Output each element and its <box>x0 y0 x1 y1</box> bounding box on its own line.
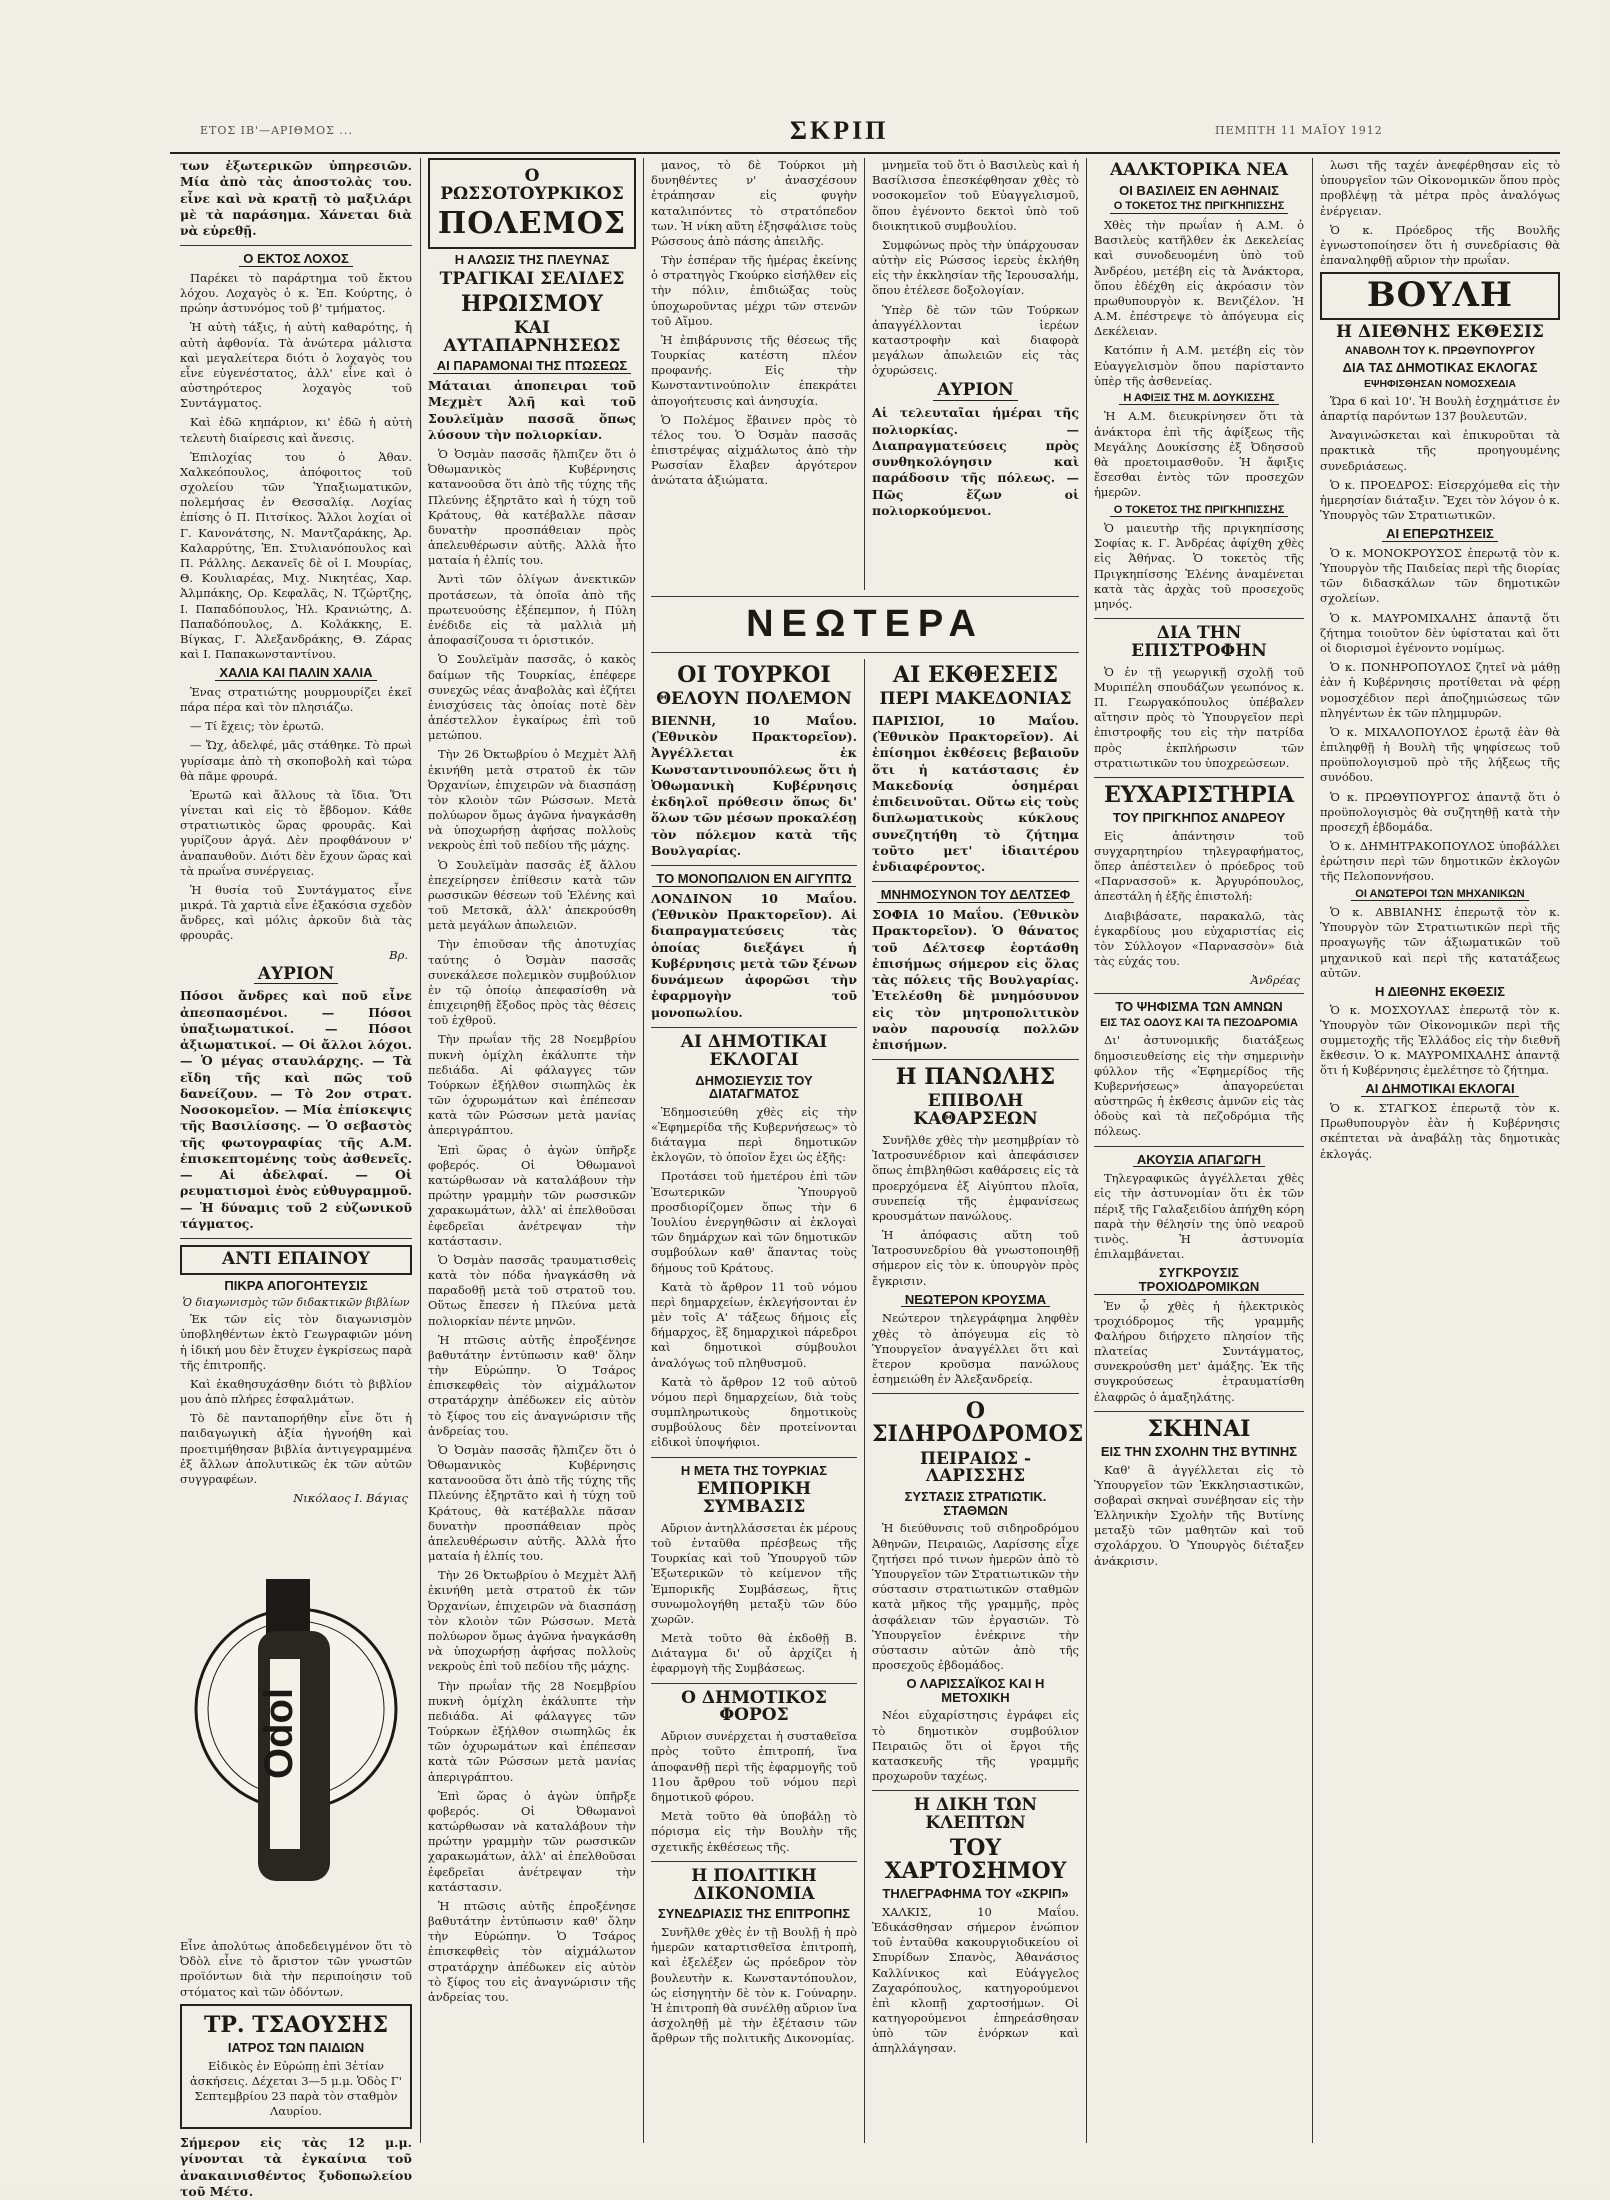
column-3-lower <box>651 660 857 2143</box>
odol-bottle-illustration <box>180 1509 412 1939</box>
paragraph: Ἐπὶ ὥρας ὁ ἀγὼν ὑπῆρξε φοβερός. Οἱ Ὀθωμανοὶ κατώρθωσαν νὰ καταλάβουν τὴν πρώτην γραμμὴν τῶν ρωσσικῶν χαρακωμάτων, ἀλλ' αἱ ἐπελθοῦσαι ἐφεδρεῖαι ἀνέτρεψαν τὴν κατάστασιν. <box>428 1142 636 1248</box>
column-4-lower <box>872 660 1084 2143</box>
divider <box>1094 1411 1304 1412</box>
heading-xartosimou: ΤΟΥ ΧΑΡΤΟΣΗΜΟΥ <box>884 1835 1067 1885</box>
paragraph: Ἡ ἐπιβάρυνσις τῆς θέσεως τῆς Τουρκίας κατέστη πλέον προφανής. Εἰς τὴν Κωνσταντινούπολιν ἐπεκράτει ἀπογοήτευσις καὶ ἀνησυχία. <box>651 332 857 408</box>
paragraph: μανος, τὸ δὲ Τούρκοι μὴ δυνηθέντες ν' ἀνασχέσουν ἐτράπησαν εἰς φυγὴν καταλιπόντες τὸ στρατόπεδον των. Ἡ νίκη αὕτη ἐξησφάλισε τοὺς Ρώσσους ἀπὸ πάσης ἀπειλῆς. <box>651 158 857 248</box>
heading-text: ΑΙ ΕΠΕΡΩΤΗΣΕΙΣ <box>1382 527 1498 542</box>
paragraph: Ὁ κ. ΜΑΥΡΟΜΙΧΑΛΗΣ ἀπαντᾷ ὅτι ζήτημα τοιοῦτον δὲν ὑφίσταται καὶ ὅτι οἱ διορισμοὶ ἐγένοντο νομίμως. <box>1320 610 1560 655</box>
paragraph: Ὁ Ὀσμὰν πασσᾶς τραυματισθεὶς κατὰ τὸν πόδα ἠναγκάσθη νὰ παραδοθῇ μετὰ τοῦ στρατοῦ του. Οὕτως ἔπεσεν ἡ Πλεύνα μετὰ πολιορκίαν πέντε μηνῶν. <box>428 1252 636 1328</box>
heading-epistrofi: ΔΙΑ ΤΗΝ ΕΠΙΣΤΡΟΦΗΝ <box>1131 623 1267 661</box>
paragraph: Ὁ Πολέμος ἔβαινεν πρὸς τὸ τέλος του. Ὁ Ὀσμὰν πασσᾶς ἐπιστρέψας αἰχμάλωτος ἀπὸ τὴν Ρωσσίαν ἔλαβεν ἀργότερον ἀνώτατα ἀξιώματα. <box>651 412 857 488</box>
heading-text: ΜΝΗΜΟΣΥΝΟΝ ΤΟΥ ΔΕΛΤΣΕΦ <box>877 888 1074 903</box>
heading-prigkipos: ΤΟΥ ΠΡΙΓΚΗΠΟΣ ΑΝΔΡΕΟΥ <box>1112 810 1286 826</box>
heading-text: ΟΙ ΑΝΩΤΕΡΟΙ ΤΩΝ ΜΗΧΑΝΙΚΩΝ <box>1351 889 1528 902</box>
doctor-name: ΤΡ. ΤΣΑΟΥΣΗΣ <box>204 2011 388 2038</box>
heading-dimosieusis: ΔΗΜΟΣΙΕΥΣΙΣ ΤΟΥ ΔΙΑΤΑΓΜΑΤΟΣ <box>695 1072 813 1102</box>
divider <box>1094 618 1304 619</box>
heading-politiki: Η ΠΟΛΙΤΙΚΗ ΔΙΚΟΝΟΜΙΑ <box>691 1865 817 1904</box>
doctor-advertisement <box>180 2004 412 2129</box>
heading-skinai: ΣΚΗΝΑΙ <box>1147 1415 1251 1442</box>
heading-text: ΤΟ ΜΟΝΟΠΩΛΙΟΝ ΕΝ ΑΙΓΥΠΤΩ <box>652 872 855 887</box>
paragraph: Ἐνας στρατιώτης μουρμουρίζει ἐκεῖ πάρα πέρα καὶ τὸν πλησιάζω. <box>180 684 412 714</box>
column-separator <box>643 158 644 2143</box>
odol-ad-text: Εἶνε ἀπολύτως ἀποδεδειγμένον ὅτι τὸ Ὀδὸλ εἶνε τὸ ἄριστον τῶν γνωστῶν προϊόντων διὰ τὴν περιποίησιν τοῦ στόματος καὶ τῶν ὀδόντων. <box>180 1939 412 1999</box>
heading-tilegrafima: ΤΗΛΕΓΡΑΦΗΜΑ ΤΟΥ «ΣΚΡΙΠ» <box>882 1886 1069 1902</box>
heading-xalia <box>180 666 412 681</box>
subheading: Ὁ διαγωνισμὸς τῶν διδακτικῶν βιβλίων <box>182 1295 410 1309</box>
paragraph: Ὁ Ὀσμὰν πασσᾶς ἤλπιζεν ὅτι ὁ Ὀθωμανικὸς Κυβέρνησις κατανοοῦσα ὅτι ἀπὸ τῆς τύχης τῆς Πλεύνης ἐξηρτᾶτο καὶ ἡ τύχη τοῦ Κράτους, θὰ κατέβαλλε πᾶσαν δυνατὴν προσπάθειαν πρὸς ἀπελευθέρωσιν αὐτῆς. Ἀλλὰ ἦτο ματαία ἡ ἐλπίς του. <box>428 447 636 568</box>
heading-monopolio <box>651 872 857 887</box>
heading-autaparniseos: ΚΑΙ ΑΥΤΑΠΑΡΝΗΣΕΩΣ <box>443 317 621 356</box>
paragraph: Νεώτερον τηλεγράφημα ληφθὲν χθὲς τὸ ἀπόγευμα εἰς τὸ Ὑπουργεῖον ἀναγγέλλει ὅτι καὶ ἕτερον κροῦσμα πανώλους ἐσημειώθη ἐν Ἀλεξανδρείᾳ. <box>872 1311 1079 1387</box>
heading-vasileis: ΟΙ ΒΑΣΙΛΕΙΣ ΕΝ ΑΘΗΝΑΙΣ <box>1119 182 1279 198</box>
heading-epivoli: ΕΠΙΒΟΛΗ ΚΑΘΑΡΣΕΩΝ <box>913 1091 1038 1130</box>
heading-neotera: ΝΕΩΤΕΡΑ <box>746 603 984 645</box>
paragraph: Μετὰ τοῦτο θὰ ἐκδοθῇ Β. Διάταγμα δι' οὗ ἀρχίζει ἡ ἐφαρμογὴ τῆς Συμβάσεως. <box>651 1631 857 1676</box>
heading-tragikai: ΤΡΑΓΙΚΑΙ ΣΕΛΙΔΕΣ <box>439 268 625 289</box>
paragraph: Ἡ Α.Μ. διευκρίνησεν ὅτι τὰ ἀνάκτορα ἐπὶ τῆς ἀφίξεως τῆς Μεγάλης Δουκίσσης ἐξ Ὀδησσοῦ θὰ προετοιμασθοῦν. Ἡ ἄφιξις ἔσεσθαι ἐντὸς τῶν προσεχῶν ἡμερῶν. <box>1094 409 1304 500</box>
paragraph: Προτάσει τοῦ ἡμετέρου ἐπὶ τῶν Ἐσωτερικῶν Ὑπουργοῦ προσδιορίζομεν ὅπως τὴν 6 Ἰουλίου ἐνεργηθῶσιν αἱ ἐκλογαὶ τῶν δημάρχων καὶ τῶν δημοτικῶν συμβούλων καθ' ἅπαντας τοὺς δήμους τοῦ Κράτους. <box>651 1169 857 1275</box>
paragraph: Ἡ πτῶσις αὐτῆς ἐπροξένησε βαθυτάτην ἐντύπωσιν καθ' ὅλην τὴν Εὐρώπην. Ὁ Τσάρος ἐπισκεφθεὶς τὸν αἰχμάλωτον στρατάρχην ἀπέδωκεν εἰς αὐτὸν τὸ ξίφος του εἰς ἀναγνώρισιν τῆς ἀνδρείας του. <box>428 1898 636 2004</box>
heading-odous: ΕΙΣ ΤΑΣ ΟΔΟΥΣ ΚΑΙ ΤΑ ΠΕΖΟΔΡΟΜΙΑ <box>1100 1016 1298 1029</box>
paragraph: Παρέκει τὸ παράρτημα τοῦ ἔκτου λόχου. Λοχαγὸς ὁ κ. Ἐπ. Κούρτης, ὁ πρώην ἀστυνόμος τοῦ β' τμήματος. <box>180 270 412 316</box>
heading-peiraios: ΠΕΙΡΑΙΩΣ - ΛΑΡΙΣΣΗΣ <box>919 1448 1031 1487</box>
paragraph: — Τί ἔχεις; τὸν ἐρωτῶ. <box>190 719 325 734</box>
paragraph: Ὁ κ. ΠΡΩΘΥΠΟΥΡΓΟΣ ἀπαντᾷ ὅτι ὁ προϋπολογισμὸς θὰ συζητηθῇ κατὰ τὴν προσεχῆ ἑβδομάδα. <box>1320 789 1560 834</box>
divider <box>1094 777 1304 778</box>
heading-psifisma: ΤΟ ΨΗΦΙΣΜΑ ΤΩΝ ΑΜΝΩΝ <box>1115 999 1283 1015</box>
col1-intro: των ἐξωτερικῶν ὑπηρεσιῶν. Μία ἀπὸ τὰς ἀποστολὰς του. εἶνε καὶ νὰ κρατῇ τὸ μαξιλάρι μὲ τὰ παράσημα. Χάνεται διὰ νὰ εὑρεθῇ. <box>180 158 412 238</box>
paragraph: Χθὲς τὴν πρωΐαν ἡ Α.Μ. ὁ Βασιλεὺς κατῆλθεν ἐκ Δεκελείας καὶ συνοδευομένη ὑπὸ τοῦ Ἀνδρέου, μετέβη εἰς τὰ Ἀνάκτορα, ὅπου ἐδέχθη εἰς ἀκρόασιν τὸν πρωθυπουργὸν κ. Βενιζέλον. Ἡ Α.Μ. ἐπέστρεψε τὸ ἀπόγευμα εἰς Δεκέλειαν. <box>1094 218 1304 339</box>
paragraph: Διαβιβάσατε, παρακαλῶ, τὰς ἐγκαρδίους μου εὐχαριστίας εἰς τὸν Σύλλογον «Παρνασσὸν» διὰ τὰς εὐχάς του. <box>1094 908 1304 969</box>
odol-brand-text: Odol <box>257 1688 301 1780</box>
paragraph: ΛΟΝΔΙΝΟΝ 10 Μαΐου. (Ἐθνικὸν Πρακτορεῖον). Αἱ διαπραγματεύσεις τὰς ὁποίας διεξάγει ἡ Κυβέρνησις μετὰ τῶν ξένων δυνάμεων ἀφορῶσι τὴν ἐφαρμογὴν τοῦ μονοπωλίου. <box>651 890 857 1020</box>
heading-polemos: ΠΟΛΕΜΟΣ <box>437 205 627 241</box>
heading-eperotiseis <box>1320 527 1560 542</box>
heading-epsifisthisan: ΕΨΗΦΙΣΘΗΣΑΝ ΝΟΜΟΣΧΕΔΙΑ <box>1363 377 1517 390</box>
signature: Νικόλαος Ι. Βάγιας <box>293 1491 408 1506</box>
paragraph: Τὴν ἐπιοῦσαν τῆς ἀποτυχίας ταύτης ὁ Ὀσμὰν πασσᾶς συνεκάλεσε πολεμικὸν συμβούλιον ἐν τῷ ὁποίῳ ἀπεφασίσθη νὰ ἐπιχειρηθῇ ἔξοδος πρὸς τὰς θέσεις τοῦ ἐχθροῦ. <box>428 937 636 1028</box>
heading-text: Ο ΕΚΤΟΣ ΛΟΧΟΣ <box>239 252 353 267</box>
heading-ektos-lochos <box>180 252 412 267</box>
heading-tourkoi: ΟΙ ΤΟΥΡΚΟΙ <box>677 662 831 688</box>
paragraph: Ὁ κ. ΜΙΧΑΛΟΠΟΥΛΟΣ ἐρωτᾷ ἐὰν θὰ ἐπιληφθῇ ἡ Βουλὴ τῆς ψηφίσεως τοῦ προϋπολογισμοῦ πρὸ τῆς λήξεως τῆς συνόδου. <box>1320 724 1560 785</box>
heading-text: Ο ΤΟΚΕΤΟΣ ΤΗΣ ΠΡΙΓΚΗΠΙΣΣΗΣ <box>1110 505 1289 518</box>
heading-alosis: Η ΑΛΩΣΙΣ ΤΗΣ ΠΛΕΥΝΑΣ <box>454 252 610 268</box>
paragraph: — Ὤχ, ἀδελφέ, μᾶς στάθηκε. Τὸ πρωὶ γυρίσαμε ἀπὸ τὴ σκοποβολὴ καὶ τώρα θὰ πᾶμε φρουρά. <box>180 738 412 783</box>
paragraph: Ὁ κ. ΣΤΑΓΚΟΣ ἐπερωτᾷ τὸν κ. Πρωθυπουργὸν ἐὰν ἡ Κυβέρνησις σκέπτεται νὰ ἀναβάλῃ τὰς δημοτικὰς ἐκλογάς. <box>1320 1101 1560 1161</box>
paragraph: Κατὰ τὸ ἄρθρον 12 τοῦ αὐτοῦ νόμου περὶ δημαρχείων, διὰ τοὺς συμπληρωτικοὺς δημοτικοὺς συμβούλους δὲν προτείνονται εἰδικοὶ ὑποψήφιοι. <box>651 1374 857 1450</box>
heading-text: ΑΥΡΙΟΝ <box>254 966 338 985</box>
heading-diki: Η ΔΙΚΗ ΤΩΝ ΚΛΕΠΤΩΝ <box>913 1795 1038 1834</box>
paragraph: Ἐρωτῶ καὶ ἄλλους τὰ ἴδια. Ὅτι γίνεται καὶ εἰς τὸ ἔβδομον. Κάθε στρατιωτικὸς ὥρας φρουρᾶς. Καὶ γυρίζουν ἀργά. Δὲν προφθάνουν ν' ἀναπαυθοῦν. Διότι δὲν ἔχουν ὥρας καὶ τὰ πρωΐνα συνέργειας. <box>180 787 412 878</box>
column-separator <box>864 158 865 2143</box>
paragraph: Τὸ δὲ πανταπορήθην εἶνε ὅτι ἡ παιδαγωγικὴ ἀξία ἠγνοήθη καὶ προετιμήθησαν βιβλία ἀντιγεγραμμένα ἐξ ἄλλων ἀπολυτικῶς ἐκ τῶν αὐτῶν συγγραφέων. <box>180 1411 412 1486</box>
paragraph: Ἡ ἀπόφασις αὕτη τοῦ Ἰατροσυνεδρίου θὰ γνωστοποιηθῇ σήμερον εἰς τὸν κ. ὑπουργὸν πρὸς ἔγκρισιν. <box>872 1228 1079 1288</box>
divider <box>651 865 857 866</box>
heading-anaktorika: ΑΑΛΚΤΟΡΙΚΑ ΝΕΑ <box>1109 160 1289 180</box>
doctor-title: ΙΑΤΡΟΣ ΤΩΝ ΠΑΙΔΙΩΝ <box>227 2039 365 2055</box>
paragraph: Ἐδημοσιεύθη χθὲς εἰς τὴν «Ἐφημερίδα τῆς Κυβερνήσεως» τὸ διάταγμα περὶ δημοτικῶν ἐκλογῶν, τὸ ὁποῖον ἔχει ὡς ἑξῆς: <box>651 1104 857 1165</box>
heading-avrion <box>180 963 412 985</box>
heading-avrion <box>872 382 1079 401</box>
paragraph: Ὥρα 6 καὶ 10'. Ἡ Βουλὴ ἐσχημάτισε ἐν ἀπαρτίᾳ παρόντων 137 βουλευτῶν. <box>1320 393 1560 424</box>
paragraph: Ἐν ᾧ χθὲς ἡ ἡλεκτρικὸς τροχιόδρομος τῆς γραμμῆς Φαλήρου διήρχετο πλησίον τῆς πλατείας Συντάγματος, συνεκρούσθη μετ' ἁμάξης. Ἐκ τῆς συγκρούσεως ἐτραυματίσθη ἐλαφρῶς ὁ ἁμαξηλάτης. <box>1094 1298 1304 1404</box>
heading-vytini: ΕΙΣ ΤΗΝ ΣΧΟΛΗΝ ΤΗΣ ΒΥΤΙΝΗΣ <box>1100 1443 1298 1459</box>
heading-anti-epainou: ΑΝΤΙ ΕΠΑΙΝΟΥ <box>180 1245 412 1275</box>
column-4 <box>872 158 1079 588</box>
paragraph: Ὁ κ. Πρόεδρος τῆς Βουλῆς ἐγνωστοποίησεν ὅτι ἡ συνεδρίασις θὰ ἐπαναληφθῇ αὔριον τὴν πρωΐαν. <box>1320 222 1560 268</box>
heading-synedriasis: ΣΥΝΕΔΡΙΑΣΙΣ ΤΗΣ ΕΠΙΤΡΟΠΗΣ <box>657 1906 851 1922</box>
column-1 <box>180 158 412 2199</box>
paragraph: Καὶ ἐδῶ κηπάριον, κι' ἐδῶ ἡ αὐτὴ τελευτὴ διαίρεσις καὶ ἄνεσις. <box>180 415 412 445</box>
paragraph: Ἡ πτῶσις αὐτῆς ἐπροξένησε βαθυτάτην ἐντύπωσιν καθ' ὅλην τὴν Εὐρώπην. Ὁ Τσάρος ἐπισκεφθεὶς τὸν αἰχμάλωτον στρατάρχην ἀπέδωκεν εἰς αὐτὸν τὸ ξίφος του εἰς ἀναγνώρισιν τῆς ἀνδρείας του. <box>428 1332 636 1438</box>
paragraph: Συνῆλθε χθὲς τὴν μεσημβρίαν τὸ Ἰατροσυνέδριον καὶ ἀπεφάσισεν ὅπως ἐπιβληθῶσι καθάρσεις εἰς τὰ προερχόμενα ἐξ Αἰγύπτου πλοῖα, συνεπείᾳ τῆς ἐμφανίσεως κρουσμάτων πανώλους. <box>872 1133 1079 1223</box>
heading-text: ΧΑΛΙΑ ΚΑΙ ΠΑΛΙΝ ΧΑΛΙΑ <box>215 666 376 681</box>
paragraph: Τὴν πρωΐαν τῆς 28 Νοεμβρίου πυκνὴ ὁμίχλη ἐκάλυπτε τὴν πεδιάδα. Αἱ φάλαγγες τῶν Τούρκων ἐξήλθον σιωπηλῶς ἐκ τῶν ὀχυρωμάτων καὶ ἐπέπεσαν κατὰ τῶν Ρώσσων μετὰ μανίας ἀπεριγράπτου. <box>428 1678 636 1784</box>
heading-thelous: ΘΕΛΟΥΝ ΠΟΛΕΜΟΝ <box>656 689 852 710</box>
signature: Βρ. <box>389 947 408 962</box>
paragraph: Ὁ κ. ΑΒΒΙΑΝΗΣ ἐπερωτᾷ τὸν κ. Ὑπουργὸν τῶν Στρατιωτικῶν περὶ τῆς προαγωγῆς τῶν ἀξιωματικῶν τοῦ μηχανικοῦ καὶ περὶ τῆς κατατάξεως αὐτῶν. <box>1320 905 1560 980</box>
doctor-info: Εἰδικὸς ἐν Εὐρώπῃ ἐπὶ 3ἐτίαν ἀσκήσεις. Δέχεται 3—5 μ.μ. Ὁδὸς Γ' Σεπτεμβρίου 23 παρὰ τὸν σταθμὸν Λαυρίου. <box>190 2058 402 2119</box>
avrion-summary: Αἱ τελευταῖαι ἡμέραι τῆς πολιορκίας. — Διαπραγματεύσεις πρὸς συνθηκολόγησιν καὶ παράδοσιν τῆς πόλεως. — Πῶς ἔζων οἱ πολιορκούμενοι. <box>872 405 1079 518</box>
paragraph: Τὴν 26 Ὀκτωβρίου ὁ Μεχμὲτ Ἀλῆ ἐκινήθη μετὰ στρατοῦ ἐκ τῶν Ὀρχανίων, ἐπιχειρῶν νὰ διασπάσῃ τὸν κλοιὸν τῶν Ρώσσων. Μετὰ πολύωρον ὅμως ἀγῶνα ἠναγκάσθη νὰ ὑποχωρήσῃ ἀφήσας πολλοὺς νεκροὺς ἐπὶ τοῦ πεδίου τῆς μάχης. <box>428 747 636 853</box>
column-separator <box>1312 158 1313 2143</box>
paragraph: λωσι τῆς ταχέν ἀνεφέρθησαν εἰς τὸ ὑπουργεῖον τῶν Οἰκονομικῶν ὅπου πρὸς προβλέψῃ τὰ μέτρα πρὸς ἀναλόγως ἐνέργειαν. <box>1320 158 1560 218</box>
paragraph: Αὔριον ἀντηλλάσσεται ἐκ μέρους τοῦ ἐνταῦθα πρέσβεως τῆς Τουρκίας καὶ τοῦ Ὑπουργοῦ τῶν Ἐξωτερικῶν τὸ κείμενον τῆς Ἐμπορικῆς Συμβάσεως, ἥτις συνωμολογήθη μεταξὺ τῶν δύο χωρῶν. <box>651 1520 857 1626</box>
paragraph: Ὁ κ. ΠΡΟΕΔΡΟΣ: Εἰσερχόμεθα εἰς τὴν ἡμερησίαν διάταξιν. Ἔχει τὸν λόγον ὁ κ. Ὑπουργὸς τῶν Στρατιωτικῶν. <box>1320 477 1560 523</box>
heading-akousia <box>1094 1153 1304 1168</box>
signature: Ἀνδρέας <box>1250 973 1300 988</box>
odol-advertisement <box>180 1509 412 1939</box>
paragraph: Ὁ κ. ΜΟΣΧΟΥΛΑΣ ἐπερωτᾷ τὸν κ. Ὑπουργὸν τῶν Οἰκονομικῶν περὶ τῆς συμμετοχῆς τῆς Ἑλλάδος εἰς τὴν διεθνῆ ἔκθεσιν. Ὁ κ. ΜΑΥΡΟΜΙΧΑΛΗΣ ἀπαντᾷ ὅτι ἡ Κυβέρνησις ἐμελέτησε τὸ ζήτημα. <box>1320 1002 1560 1078</box>
paragraph: Μετὰ τοῦτο θὰ ὑποβάλῃ τὸ πόρισμα εἰς τὴν Βουλὴν τῆς σχετικῆς ἐκθέσεως τῆς. <box>651 1809 857 1854</box>
neotera-banner <box>651 590 1079 659</box>
heading-systasis: ΣΥΣΤΑΣΙΣ ΣΤΡΑΤΙΩΤΙΚ. ΣΤΑΘΜΩΝ <box>904 1489 1047 1518</box>
heading-text: ΝΕΩΤΕΡΟΝ ΚΡΟΥΣΜΑ <box>901 1293 1050 1308</box>
heading-eklogai: ΑΙ ΔΗΜΟΤΙΚΑΙ ΕΚΛΟΓΑΙ <box>680 1031 828 1070</box>
paragraph: Ὁ Ὀσμὰν πασσᾶς ἤλπιζεν ὅτι ὁ Ὀθωμανικὸς Κυβέρνησις κατανοοῦσα ὅτι ἀπὸ τῆς τύχης τῆς Πλεύνης ἐξηρτᾶτο καὶ ἡ τύχη τοῦ Κράτους, θὰ κατέβαλλε πᾶσαν δυνατὴν προσπάθειαν πρὸς ἀπελευθέρωσιν αὐτῆς. Ἀλλὰ ἦτο ματαία ἡ ἐλπίς του. <box>428 1442 636 1564</box>
heading-tokos-2 <box>1094 505 1304 518</box>
paragraph: Ὁ κ. ΠΟΝΗΡΟΠΟΥΛΟΣ ζητεῖ νὰ μάθῃ ἐὰν ἡ Κυβέρνησις προτίθεται νὰ φέρῃ νομοσχέδιον περὶ ἀποζημιώσεως τῶν πληγέντων ἐκ τῶν πλημμυρῶν. <box>1320 660 1560 720</box>
masthead-right-strip: ΠΕΜΠΤΗ 11 ΜΑΪΟΥ 1912 <box>1215 124 1383 137</box>
column-separator <box>420 158 421 2143</box>
heading-vouli: ΒΟΥΛΗ <box>1320 272 1560 320</box>
heading-paramonai <box>428 359 636 374</box>
paragraph: Καθ' ἃ ἀγγέλλεται εἰς τὸ Ὑπουργεῖον τῶν Ἐκκλησιαστικῶν, σοβαραὶ σκηναὶ συνέβησαν εἰς τὴν Ἑλληνικὴν Σχολὴν τῆς Βυτίνης μεταξὺ τῶν μαθητῶν καὶ τοῦ σχολάρχου. Ὁ Ὑπουργὸς διέταξεν ἀνάκρισιν. <box>1094 1462 1304 1568</box>
divider <box>651 652 1079 653</box>
heading-sygkrousis <box>1094 1266 1304 1294</box>
paragraph: Κατόπιν ἡ Α.Μ. μετέβη εἰς τὸν Εὐαγγελισμὸν ὅπου παρίσταντο ὑπὲρ τῆς ἀσθενείας. <box>1094 343 1304 388</box>
paragraph: Ἡ διεύθυνσις τοῦ σιδηροδρόμου Ἀθηνῶν, Πειραιῶς, Λαρίσσης εἶχε ζητήσει πρό τινων ἡμερῶν ἀπὸ τὸ Ὑπουργεῖον τῶν Στρατιωτικῶν τὴν σύστασιν στρατιωτικῶν σταθμῶν κατὰ μῆκος τῆς γραμμῆς, πρὸς ἀσφάλειαν τῶν ἐργασιῶν. Τὸ Ὑπουργεῖον ἐνέκρινε τὴν σύστασιν αὐτῶν ἀπὸ τῆς προσεχοῦς ἑβδομάδος. <box>872 1521 1079 1673</box>
paragraph: Ἡ θυσία τοῦ Συντάγματος εἶνε μικρά. Τὰ χαρτιὰ εἶνε ἐξακόσια σχεδὸν ἄνδρες, καὶ μόλις ἀρκοῦν διὰ τὰς φρουρᾶς. <box>180 882 412 943</box>
divider <box>180 245 412 246</box>
heading-diethnis-2: Η ΔΙΕΘΝΗΣ ΕΚΘΕΣΙΣ <box>1375 983 1505 999</box>
paragraph: ΠΑΡΙΣΙΟΙ, 10 Μαΐου. (Ἐθνικὸν Πρακτορεῖον). Αἱ ἐπίσημοι ἐκθέσεις βεβαιοῦν ὅτι ἡ κατάστασις ἐν Μακεδονίᾳ ὁσημέραι ἐπιδεινοῦται. Οὕτω εἰς τοὺς διπλωματικοὺς κύκλους συνεζητήθη τὸ ζήτημα τοῦτο μετ' ἰδιαιτέρου ἐνδιαφέροντος. <box>872 712 1079 875</box>
col1-footer: Σήμερον εἰς τὰς 12 μ.μ. γίνονται τὰ ἐγκαίνια τοῦ ἀνακαινισθέντος ξυδοπωλείου τοῦ Μέτσ. <box>180 2135 412 2199</box>
paragraph: μνημεῖα τοῦ ὅτι ὁ Βασιλεὺς καὶ ἡ Βασίλισσα ἐπεσκέφθησαν χθὲς τὸ νοσοκομεῖον τοῦ Εὐαγγελισμοῦ, ὅπου ἐγένοντο δεκτοὶ ὑπὸ τοῦ διοικητικοῦ συμβουλίου. <box>872 158 1079 233</box>
divider <box>1094 993 1304 994</box>
heading-pikra: ΠΙΚΡΑ ΑΠΟΓΟΗΤΕΥΣΙΣ <box>224 1278 368 1294</box>
lead-paragraph: Μάταιαι ἀποπειραι τοῦ Μεχμὲτ Ἀλῆ καὶ τοῦ Σουλεϊμὰν πασσᾶ ὅπως λύσουν τὴν πολιορκίαν. <box>428 378 636 442</box>
paragraph: Αὔριον συνέρχεται ἡ συσταθεῖσα πρὸς τοῦτο ἐπιτροπή, ἵνα ἀποφανθῇ περὶ τῆς ἐφαρμογῆς τοῦ 11ου ἄρθρου τοῦ νόμου περὶ δημοτικοῦ φόρου. <box>651 1729 857 1804</box>
heading-dimotikai <box>1320 1082 1560 1097</box>
paragraph: Ὁ Σουλεϊμὰν πασσᾶς ἐξ ἄλλου ἐπεχείρησεν ἐπίθεσιν κατὰ τῶν ρωσσικῶν θέσεων τοῦ Ἐλένης καὶ τοῦ Μετσκᾶ, ἀλλ' ἀπεκρούσθη μετὰ μεγάλων ἀπωλειῶν. <box>428 857 636 933</box>
heading-ektheseis: ΑΙ ΕΚΘΕΣΕΙΣ <box>892 662 1058 688</box>
paragraph: Ἀντὶ τῶν ὀλίγων ἀνεκτικῶν προτάσεων, τὰ ὁποῖα ἀπὸ τῆς πρωτευούσης ἐξέπεμπον, ἡ Πύλη ἐνέδιδε εἰς τὰ μαλλιὰ μὴ ἀποφασίζουσα τι ὁριστικόν. <box>428 572 636 648</box>
heading-eyxaristiria: ΕΥΧΑΡΙΣΤΗΡΙΑ <box>1103 781 1295 808</box>
heading-anoteroi <box>1320 889 1560 902</box>
paragraph: Συμφώνως πρὸς τὴν ὑπάρχουσαν αὐτὴν εἰς Ρώσσος ἱερεὺς ἐκλήθη εἰς τὴν ἐκκλησίαν τῆς Ἱερουσαλήμ, ὅπου ἐτέλεσε δοξολογίαν. <box>872 237 1079 298</box>
masthead-rule <box>170 152 1560 154</box>
paragraph: Ὁ μαιευτὴρ τῆς πριγκηπίσσης Σοφίας κ. Γ. Ἀνδρέας ἀφίχθη χθὲς εἰς Ἀθήνας. Ὁ τοκετὸς τῆς Πριγκηπίσσης Ἑλένης ἀναμένεται κατὰ τὰς ἀρχὰς τοῦ προσεχοῦς μηνός. <box>1094 521 1304 611</box>
heading-panolis: Η ΠΑΝΩΛΗΣ <box>895 1064 1056 1091</box>
paragraph: Ἐπιλοχίας του ὁ Ἀθαν. Χαλκεόπουλος, ἀπόφοιτος τοῦ σχολείου τῶν Ὑπαξιωματικῶν, πολεμήσας ἐν Θεσσαλίᾳ. Λοχίας ἐπίσης ὁ Π. Πιτσίκος. Ἄλλοι λοχίαι οἱ Γ. Κανονάτσης, Ν. Μαντζαράκης, Ἀρ. Καλαρρύτης, Ἐπ. Στυλιανόπουλος καὶ Π. Ράλλης. Δεκανεῖς δὲ οἱ Ι. Μουρίας, Θ. Κουλιαρέας, Μιχ. Νικητέας, Χαρ. Ἀλμπάκης, Ορ. Κεφαλᾶς, Ν. Τζώρτζης, Ι. Παπαδόπουλος, Ἠλ. Κρανιώτης, Δ. Παπαδόπουλος, Δ. Κολάκκης, Ε. Βίγκας, Γ. Ἀλεξανδράκης, Θ. Ζάρας καὶ Ι. Παπακωνσταντίνου. <box>180 449 412 662</box>
divider <box>651 1683 857 1684</box>
column-separator <box>1086 158 1087 2143</box>
heading-dia-dimotikas: ΔΙΑ ΤΑΣ ΔΗΜΟΤΙΚΑΣ ΕΚΛΟΓΑΣ <box>1342 360 1538 376</box>
heading-larissaikos: Ο ΛΑΡΙΣΣΑΪΚΟΣ ΚΑΙ Η ΜΕΤΟΧΙΚΗ <box>906 1676 1045 1705</box>
paragraph: Συνῆλθε χθὲς ἐν τῇ Βουλῇ ἡ πρὸ ἡμερῶν καταρτισθεῖσα ἐπιτροπὴ, καὶ ἐξελέξεν ὡς πρόεδρον τὸν βουλευτὴν κ. Κωνσταντόπουλον, ὡς εἰσηγητὴν δὲ τὸν κ. Γούναρην. Ἡ ἐπιτροπὴ θὰ συνέλθῃ αὔριον ἵνα ἀσχοληθῇ μὲ τὴν ἐξέτασιν τῶν ἄρθρων τῆς πολιτικῆς Δικονομίας. <box>651 1925 857 2046</box>
paragraph: ΒΙΕΝΝΗ, 10 Μαΐου. (Ἐθνικὸν Πρακτορεῖον). Ἀγγέλλεται ἐκ Κωνσταντινουπόλεως ὅτι ἡ Ὀθωμανικὴ Κυβέρνησις ἐκδηλοῖ πρόθεσιν ὅπως δι' ὅλων τῶν μέσων προκαλέσῃ τὸν πόλεμον κατὰ τῆς Βουλγαρίας. <box>651 712 857 858</box>
paragraph: Ὑπὲρ δὲ τῶν τῶν Τούρκων ἀπαγγέλλονται ἱερέων καταστροφὴν καὶ διαφορὰ μεγάλων ἀπωλειῶν εἰς τὰς ὀχυρώσεις. <box>872 302 1079 378</box>
heading-meta-tourkias: Η ΜΕΤΑ ΤΗΣ ΤΟΥΡΚΙΑΣ <box>680 1462 828 1478</box>
heading-afixis <box>1094 393 1304 406</box>
heading-tokos <box>1094 201 1304 214</box>
paragraph: Ὁ ἐν τῇ γεωργικῇ σχολῇ τοῦ Μυριπέλη σπουδάζων γεωπόνος κ. Π. Γεωργακόπουλος ὑπέβαλεν αἴτησιν πρὸς τὸ Ὑπουργεῖον περὶ ἐπιστροφῆς του εἰς τὴν πατρίδα πρὸς ἐκπλήρωσιν τῶν στρατιωτικῶν του ὑποχρεώσεων. <box>1094 664 1304 770</box>
heading-mnimosynon <box>872 888 1079 903</box>
heading-text: ΑΚΟΥΣΙΑ ΑΠΑΓΩΓΗ <box>1133 1153 1265 1168</box>
heading-iroismou: ΗΡΩΙΣΜΟΥ <box>461 290 603 317</box>
masthead <box>170 112 1610 152</box>
paragraph: Ὁ κ. ΜΟΝΟΚΡΟΥΣΟΣ ἐπερωτᾷ τὸν κ. Ὑπουργὸν τῆς Παιδείας περὶ τῆς διορίας τῶν διδασκάλων τῶν δημοτικῶν σχολείων. <box>1320 545 1560 606</box>
paragraph: Ὁ Σουλεϊμὰν πασσᾶς, ὁ κακὸς δαίμων τῆς Τουρκίας, ἐπέφερε συνεχῶς νέας ἀναβολὰς καὶ ἐζήτει ἐνισχύσεις τὰς ὁποίας ποτὲ δὲν ἀπέστελλον ἐγκαίρως ἐπὶ τοῦ μετώπου. <box>428 652 636 743</box>
paragraph: Δι' ἀστυνομικῆς διατάξεως δημοσιευθείσης εἰς τὴν σημερινὴν φύλλον τῆς «Ἐφημερίδος τῆς Κυβερνήσεως» ἀπαγορεύεται αὐστηρῶς ἡ ἐκθεσις ἀμνῶν εἰς τὰς ὁδοὺς καὶ τὰ πεζοδρόμια τῆς πόλεως. <box>1094 1033 1304 1139</box>
heading-emporiki: ΕΜΠΟΡΙΚΗ ΣΥΜΒΑΣΙΣ <box>696 1479 812 1518</box>
heading-neoteron <box>872 1293 1079 1308</box>
column-6 <box>1320 158 1560 2143</box>
paragraph: Ἐκ τῶν εἰς τὸν διαγωνισμὸν ὑποβληθέντων ἐκτὸ Γεωγραφιῶν μόνη ἡ ἰδική μου δὲν ἔτυχεν ἐγκρίσεως παρὰ τῆς ἐπιτροπῆς. <box>180 1312 412 1372</box>
paragraph: Τηλεγραφικῶς ἀγγέλλεται χθὲς εἰς τὴν ἀστυνομίαν ὅτι ἐκ τῶν πέριξ τῆς Γαλαξειδίου ἀπήχθη κόρη παρὰ τὴν θέλησίν της ὑπὸ νεαροῦ τινὸς. Ἡ ἀστυνομία ἐπιλαμβάνεται. <box>1094 1171 1304 1262</box>
heading-foros: Ο ΔΗΜΟΤΙΚΟΣ ΦΟΡΟΣ <box>681 1687 827 1726</box>
paragraph: Ἀναγινώσκεται καὶ ἐπικυροῦται τὰ πρακτικὰ τῆς προηγουμένης συνεδριάσεως. <box>1320 428 1560 473</box>
divider <box>651 596 1079 597</box>
divider <box>651 1027 857 1028</box>
heading-text: ΑΙ ΔΗΜΟΤΙΚΑΙ ΕΚΛΟΓΑΙ <box>1361 1082 1518 1097</box>
avrion-summary: Πόσοι ἄνδρες καὶ ποῦ εἶνε ἀπεσπασμένοι. — Πόσοι ὑπαξιωματικοί. — Πόσοι ἀξιωματικοί. — Οἱ ἄλλοι λόχοι. — Ὁ μέγας σταυλάρχης. — Τὰ εἴδη τῆς καὶ πῶς τοῦ δανείζουν. — Τὸ 2ον στρατ. Νοσοκομεῖον. — Μία ἐπίσκεψις τῆς Βασιλίσσης. — Ὁ σεβαστὸς τῆς φωτογραφίας τῆς Α.Μ. ἐπισκεπτομένης τοὺς ἀσθενεῖς. — Αἱ ἀδελφαί. — Οἱ ρευματισμοὶ ἑνὸς εὐθυγραμμοῦ. — Ἡ δύναμις τοῦ 2 εὐζωνικοῦ τάγματος. <box>180 988 412 1231</box>
divider <box>651 1861 857 1862</box>
russoturkish-header-box <box>428 158 636 249</box>
masthead-left-strip: ΕΤΟΣ ΙΒ'—ΑΡΙΘΜΟΣ ... <box>200 124 353 137</box>
divider <box>872 881 1079 882</box>
paragraph: Τὴν πρωΐαν τῆς 28 Νοεμβρίου πυκνὴ ὁμίχλη ἐκάλυπτε τὴν πεδιάδα. Αἱ φάλαγγες τῶν Τούρκων ἐξήλθον σιωπηλῶς ἐκ τῶν ὀχυρωμάτων καὶ ἐπέπεσαν κατὰ τῶν Ρώσσων μετὰ μανίας ἀπεριγράπτου. <box>428 1032 636 1138</box>
paragraph: Ἐπὶ ὥρας ὁ ἀγὼν ὑπῆρξε φοβερός. Οἱ Ὀθωμανοὶ κατώρθωσαν νὰ καταλάβουν τὴν πρώτην γραμμὴν τῶν ρωσσικῶν χαρακωμάτων, ἀλλ' αἱ ἐπελθοῦσαι ἐφεδρεῖαι ἀνέτρεψαν τὴν κατάστασιν. <box>428 1788 636 1894</box>
divider <box>872 1393 1079 1394</box>
paragraph: Ἡ αὐτὴ τάξις, ἡ αὐτὴ καθαρότης, ἡ αὐτὴ ἀφθονία. Τὰ ἀνώτερα μάλιστα καὶ μεγαλείτερα διότι ὁ λοχαγὸς του εἶνε εὐγενέστατος, ἀλλ' εἶνε καὶ ὁ αὐστηρότερος λοχαγὸς τοῦ Συντάγματος. <box>180 320 412 411</box>
heading-sidirodromos: Ο ΣΙΔΗΡΟΔΡΟΜΟΣ <box>872 1398 1084 1448</box>
heading-text: ΑΙ ΠΑΡΑΜΟΝΑΙ ΤΗΣ ΠΤΩΣΕΩΣ <box>433 359 631 374</box>
divider <box>1094 1146 1304 1147</box>
paragraph: Νέοι εὐχαρίστησις ἐγράφει εἰς τὸ δημοτικὸν συμβούλιον Πειραιῶς ὅτι οἱ ἔργοι τῆς κατασκευῆς τῆς γραμμῆς προχωροῦν ταχέως. <box>872 1708 1079 1784</box>
paragraph: ΣΟΦΙΑ 10 Μαΐου. (Ἐθνικὸν Πρακτορεῖον). Ὁ θάνατος τοῦ Δέλτσεφ ἑορτάσθη ἐπισήμως σήμερον εἰς ὅλας τὰς πόλεις τῆς Βουλγαρίας. Ἐτελέσθη δὲ μνημόσυνον εἰς τὸν μητροπολιτικὸν ναὸν παρουσίᾳ πολλῶν ἐπισήμων. <box>872 907 1079 1053</box>
newspaper-title: ΣΚΡΙΠ <box>790 116 889 145</box>
paragraph: Τὴν ἑσπέραν τῆς ἡμέρας ἐκείνης ὁ στρατηγὸς Γκούρκο εἰσήλθεν εἰς τὴν πόλιν, ἐπιδιώξας τοὺς ὑποχωροῦντας μέχρι τῶν στενῶν τοῦ Αἵμου. <box>651 253 857 328</box>
column-5 <box>1094 158 1304 2143</box>
paragraph: Εἰς ἀπάντησιν τοῦ συγχαρητηρίου τηλεγραφήματος, ὅπερ ἀπέστειλεν ὁ πρόεδρος τοῦ «Παρνασσοῦ» κ. Ἀργυρόπουλος, ἀπεστάλη ἡ ἑξῆς ἐπιστολή: <box>1094 828 1304 904</box>
column-2 <box>428 158 636 2143</box>
heading-text: ΑΥΡΙΟΝ <box>933 382 1017 401</box>
heading-russoturkish: Ο ΡΩΣΣΟΤΟΥΡΚΙΚΟΣ <box>440 166 624 204</box>
heading-makedonia: ΠΕΡΙ ΜΑΚΕΔΟΝΙΑΣ <box>879 689 1072 710</box>
divider <box>872 1790 1079 1791</box>
heading-text: ΣΥΓΚΡΟΥΣΙΣ ΤΡΟΧΙΟΔΡΟΜΙΚΩΝ <box>1094 1266 1304 1294</box>
paragraph: ΧΑΛΚΙΣ, 10 Μαΐου. Ἐδικάσθησαν σήμερον ἐνώπιον τοῦ ἐνταῦθα κακουργιοδικείου οἱ Σπυρίδων Σπανὸς, Ἀθανάσιος Καλλίνικος καὶ Εὐάγγελος Ζαχαρόπουλος, κατηγορούμενοι ἐπὶ κλοπῇ χαρτοσήμων. Οἱ κατηγορούμενοι ἐπηρεάσθησαν ὑπὸ τῶν ἐνόρκων καὶ ἀπηλλάγησαν. <box>872 1904 1079 2056</box>
paragraph: Τὴν 26 Ὀκτωβρίου ὁ Μεχμὲτ Ἀλῆ ἐκινήθη μετὰ στρατοῦ ἐκ τῶν Ὀρχανίων, ἐπιχειρῶν νὰ διασπάσῃ τὸν κλοιὸν τῶν Ρώσσων. Μετὰ πολύωρον ὅμως ἀγῶνα ἠναγκάσθη νὰ ὑποχωρήσῃ ἀφήσας πολλοὺς νεκροὺς ἐπὶ τοῦ πεδίου τῆς μάχης. <box>428 1568 636 1674</box>
heading-anavoli: ΑΝΑΒΟΛΗ ΤΟΥ Κ. ΠΡΩΘΥΠΟΥΡΓΟΥ <box>1344 344 1536 357</box>
paragraph: Ὁ κ. ΔΗΜΗΤΡΑΚΟΠΟΥΛΟΣ ὑποβάλλει ἐρώτησιν περὶ τῶν δημοτικῶν ἐκλογῶν τῆς Πελοποννήσου. <box>1320 839 1560 884</box>
divider <box>651 1457 857 1458</box>
divider <box>180 1238 412 1239</box>
paragraph: Καὶ ἐκαθησυχάσθην διότι τὸ βιβλίον μου ἀπὸ πλήρες ἐσφαλμάτων. <box>180 1376 412 1407</box>
heading-text: Η ΑΦΙΞΙΣ ΤΗΣ Μ. ΔΟΥΚΙΣΣΗΣ <box>1119 393 1278 406</box>
divider <box>872 1059 1079 1060</box>
heading-text: Ο ΤΟΚΕΤΟΣ ΤΗΣ ΠΡΙΓΚΗΠΙΣΣΗΣ <box>1110 201 1289 214</box>
paragraph: Κατὰ τὸ ἄρθρον 11 τοῦ νόμου περὶ δημαρχείων, ἐκλεγήσονται ἐν μὲν τοῖς Α' τάξεως δήμοις εἷς δήμαρχος, ἓξ δημαρχικοὶ πάρεδροι καὶ δημοτικοὶ σύμβουλοι ἀναλόγως τοῦ πληθυσμοῦ. <box>651 1279 857 1370</box>
heading-diethnis: Η ΔΙΕΘΝΗΣ ΕΚΘΕΣΙΣ <box>1336 321 1544 342</box>
